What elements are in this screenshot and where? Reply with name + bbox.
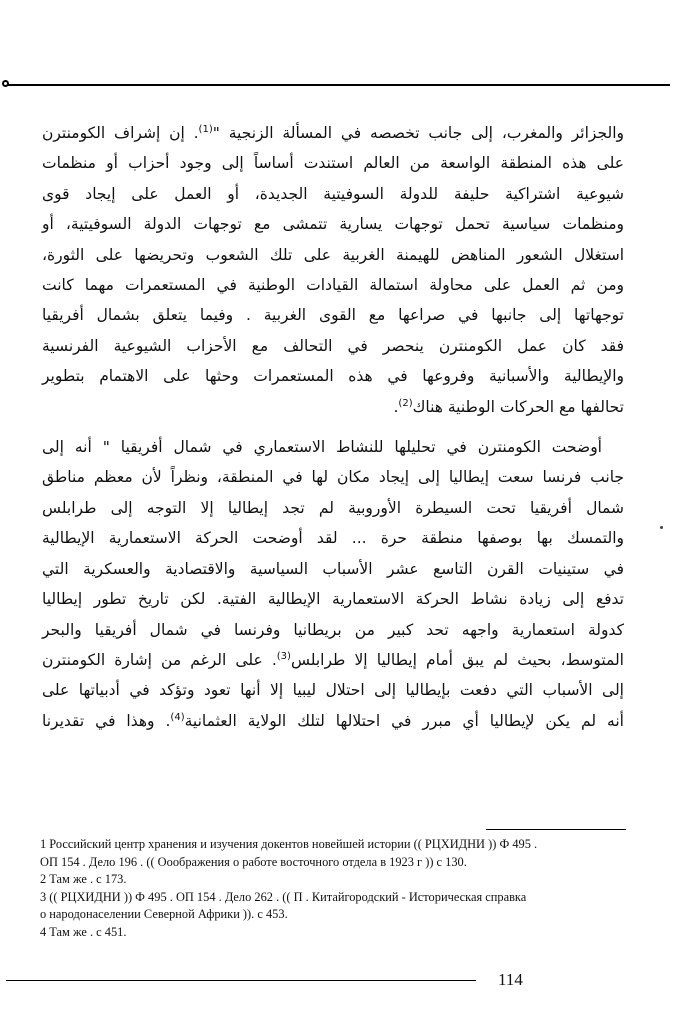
footnote-ref: (2) bbox=[398, 397, 413, 409]
text-line: ومنظمات سياسية تحمل توجهات يسارية تتمشى مع توجهات الدولة السوفيتية، أو bbox=[42, 215, 624, 234]
footnote-line: 4 Там же . с 451. bbox=[40, 924, 127, 939]
line-text: المتوسط، بحيث لم يبق أمام إيطاليا إلا طرابلس bbox=[290, 650, 624, 669]
footnote-ref: (1) bbox=[198, 123, 213, 135]
line-text: أنه لم يكن لإيطاليا أي مبرر في احتلالها لتلك الولاية العثمانية bbox=[184, 711, 624, 730]
text-line: كدولة استعمارية واجهه تحد كبير من بريطانيا وفرنسا في شمال أفريقيا والبحر bbox=[42, 620, 624, 639]
text-line: شيوعية اشتراكية حليفة للدولة السوفيتية الجديدة، أو العمل على إيجاد قوى bbox=[42, 184, 624, 203]
text-line: استغلال الشعور المناهض للهيمنة الغربية على تلك الشعوب وتحريضها على الثورة، bbox=[42, 245, 624, 264]
page-number: 114 bbox=[498, 970, 523, 989]
body-text bbox=[42, 118, 624, 736]
text-line: توجهاتها إلى جانبها في صراعها مع القوى الغربية . وفيما يتعلق بشمال أفريقيا bbox=[42, 306, 624, 325]
line-tail: . إن إشراف الكومنترن bbox=[42, 124, 199, 142]
footnote-line: 1 Российский центр хранения и изучения докентов новейшей истории (( РЦХИДНИ )) Ф 495 . bbox=[40, 837, 538, 851]
margin-mark bbox=[660, 526, 663, 529]
line-tail: . على الرغم من إشارة الكومنترن bbox=[42, 650, 277, 669]
text-line: في ستينيات القرن التاسع عشر الأسباب السياسية والاقتصادية والعسكرية التي bbox=[42, 559, 624, 578]
text-line bbox=[42, 118, 624, 148]
text-line: جانب فرنسا سعت إيطاليا إلى إيجاد مكان لها في المنطقة، ونظراً لأن معظم مناطق bbox=[42, 468, 624, 487]
text-line bbox=[42, 645, 624, 675]
footnote-line: 3 (( РЦХИДНИ )) Ф 495 . ОП 154 . Дело 262 . (( П . Китайгородский - Историческая справка bbox=[40, 889, 527, 904]
header-rule bbox=[6, 84, 670, 86]
footnote-line: о народонаселении Северной Африки )). с 453. bbox=[40, 907, 288, 922]
text-line: والتمسك بها بوصفها منطقة حرة ... لقد أوضحت الحركة الاستعمارية الإيطالية bbox=[42, 529, 624, 548]
line-text: تحالفها مع الحركات الوطنية هناك bbox=[412, 397, 624, 416]
footnote-ref: (3) bbox=[276, 650, 291, 662]
text-line: إلى الأسباب التي دفعت بإيطاليا إلى احتلال ليبيا إلا أنها تعود وتؤكد في أدبياتها على bbox=[42, 681, 624, 700]
text-line bbox=[42, 392, 624, 422]
footnote-separator bbox=[486, 829, 626, 830]
footer-rule bbox=[6, 980, 476, 981]
footnote-ref: (4) bbox=[170, 711, 185, 723]
text-line: والإيطالية والأسبانية وفروعها في هذه المستعمرات وحثها على الاهتمام بتطوير bbox=[42, 367, 624, 386]
paragraph-2 bbox=[42, 432, 624, 736]
text-line: أوضحت الكومنترن في تحليلها للنشاط الاستعماري في شمال أفريقيا " أنه إلى bbox=[42, 438, 602, 457]
line-tail: . bbox=[393, 397, 399, 416]
text-line: شمال أفريقيا تحت السيطرة الأوروبية لم تجد إيطاليا إلا التوجه إلى طرابلس bbox=[42, 498, 624, 517]
paragraph-1 bbox=[42, 118, 624, 422]
line-text: والجزائر والمغرب، إلى جانب تخصصه في المسألة الزنجية " bbox=[212, 124, 624, 142]
line-tail: . وهذا في تقديرنا bbox=[42, 711, 171, 730]
text-line bbox=[42, 706, 624, 736]
footnotes bbox=[40, 836, 640, 942]
footnote-line: ОП 154 . Дело 196 . (( Ооображения о работе восточного отдела в 1923 г )) с 130. bbox=[40, 854, 467, 869]
text-line: فقد كان عمل الكومنترن ينحصر في التحالف مع الأحزاب الشيوعية الفرنسية bbox=[42, 336, 624, 355]
footnote-line: 2 Там же . с 173. bbox=[40, 872, 127, 887]
text-line: على هذه المنطقة الواسعة من العالم استندت أساساً إلى وجود أحزاب أو منظمات bbox=[42, 154, 624, 173]
text-line: تدفع إلى زيادة نشاط الحركة الاستعمارية الإيطالية الفتية. لكن تاريخ تطور إيطاليا bbox=[42, 590, 624, 609]
text-line: ومن ثم العمل على محاولة استمالة القيادات الوطنية في المستعمرات مهما كانت bbox=[42, 276, 624, 295]
header-rule-cap bbox=[2, 80, 9, 87]
